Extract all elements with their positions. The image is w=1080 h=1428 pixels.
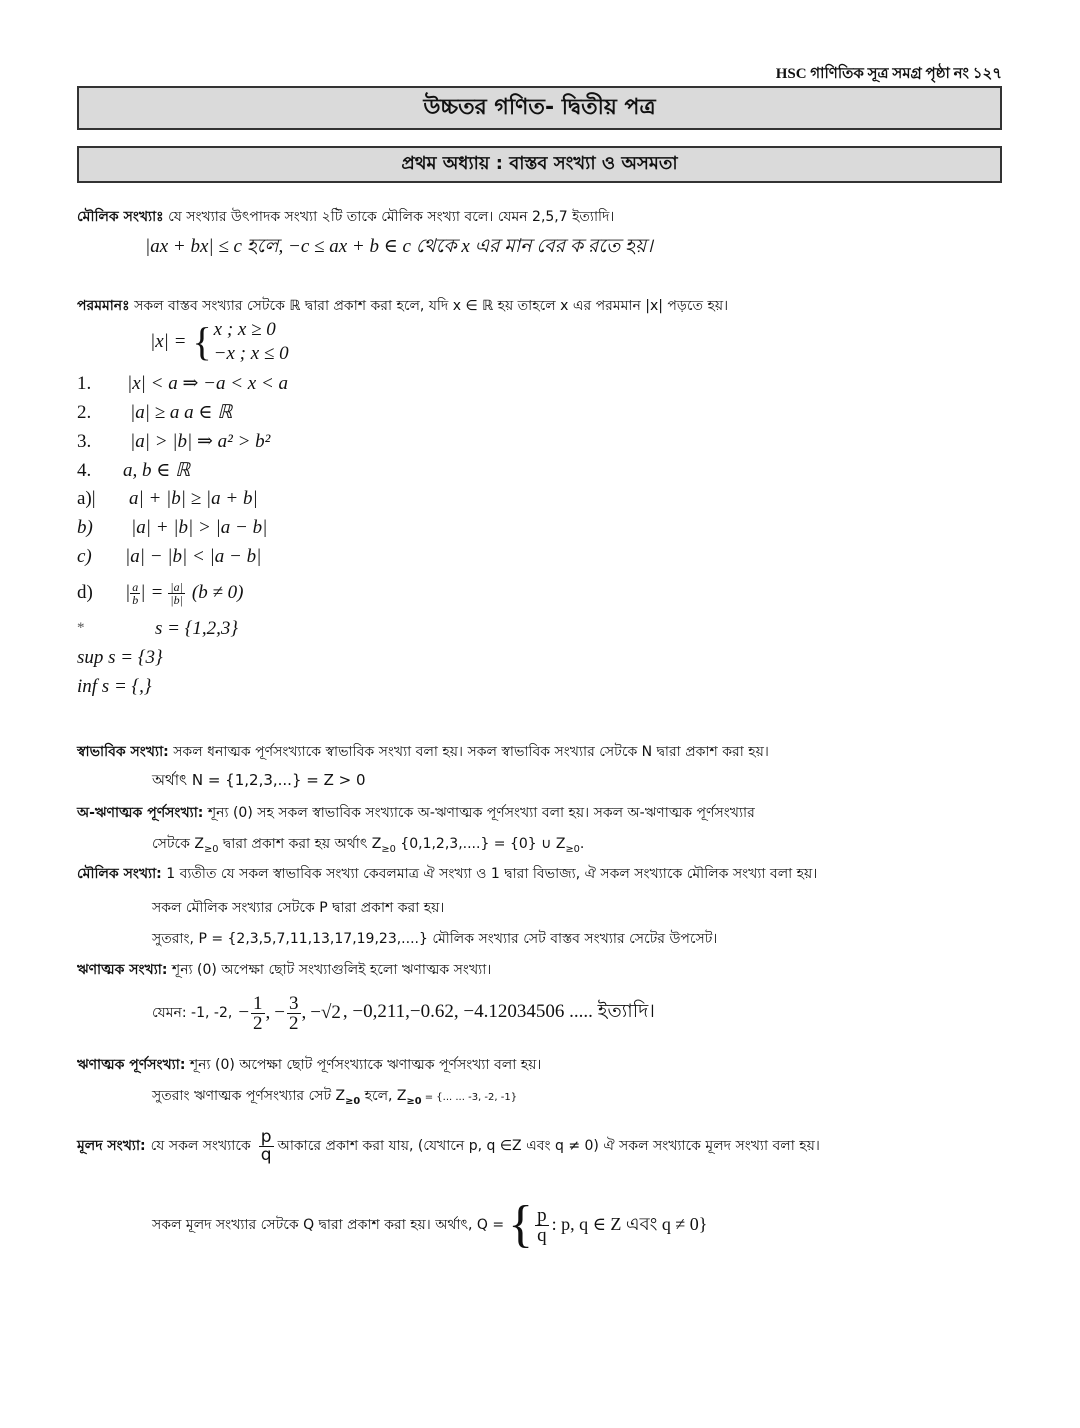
prime2-text: 1 ব্যতীত যে সকল স্বাভাবিক সংখ্যা কেবলমাত্র ঐ সংখ্যা ও 1 দ্বারা বিভাজ্য, ঐ সকল সংখ্যাকে মৌলিক সংখ্যা বলা হয়। <box>166 866 818 882</box>
property-expr: |a| − |b| < |a − b| <box>125 546 262 567</box>
natural-term: স্বাভাবিক সংখ্যা: <box>77 744 169 760</box>
examples-prefix: যেমন: -1, -2, <box>152 1005 233 1021</box>
negint-set <box>152 1084 517 1108</box>
property-expr: |a| > |b| ⇒ a² > b² <box>130 431 271 452</box>
absolute-text: সকল বাস্তব সংখ্যার সেটকে ℝ দ্বারা প্রকাশ করা হলে, যদি x ∈ ℝ হয় তাহলে x এর পরমমান |x| পড়তে হয়। <box>134 298 729 314</box>
prime2-definition <box>77 862 817 886</box>
piecewise-case-1: x ; x ≥ 0 <box>213 319 276 340</box>
prime2-term: মৌলিক সংখ্যা: <box>77 866 162 882</box>
property-label: 1. <box>77 373 92 394</box>
negint-text: শূন্য (0) অপেক্ষা ছোট পূর্ণসংখ্যাকে ঋণাত্মক পূর্ণসংখ্যা বলা হয়। <box>189 1057 542 1073</box>
negint-set-text: হলে, Z <box>360 1088 407 1104</box>
title-box <box>77 86 1002 130</box>
rational-set-text: সকল মূলদ সংখ্যার সেটকে Q দ্বারা প্রকাশ করা হয়। অর্থাৎ, Q = <box>152 1217 505 1233</box>
sqrt-two: −√2 <box>310 1002 341 1023</box>
natural-text: সকল ধনাত্মক পূর্ণসংখ্যাকে স্বাভাবিক সংখ্যা বলা হয়। সকল স্বাভাবিক সংখ্যার সেটকে N দ্বারা প্রকাশ করা হয়। <box>173 744 769 760</box>
chapter-box <box>77 146 1002 183</box>
prime-definition <box>77 205 614 229</box>
fraction-a-over-b <box>130 581 140 606</box>
inf-s: inf s = {,} <box>77 676 152 697</box>
chapter-title: প্রথম অধ্যায় : বাস্তব সংখ্যা ও অসমতা <box>401 153 678 174</box>
property-4 <box>77 459 190 482</box>
nonneg-term: অ-ঋণাত্মক পূর্ণসংখ্যা: <box>77 805 204 821</box>
property-2 <box>77 401 232 424</box>
brace-symbol: { <box>508 1196 534 1253</box>
page-title: উচ্চতর গণিত- দ্বিতীয় পত্র <box>423 94 656 120</box>
negint-definition <box>77 1053 541 1077</box>
set-s-expr: s = {1,2,3} <box>155 618 238 639</box>
natural-set: অর্থাৎ N = {1,2,3,...} = Z > 0 <box>152 771 366 789</box>
rational-term: মূলদ সংখ্যা: <box>77 1138 146 1154</box>
property-expr: a| + |b| ≥ |a + b| <box>129 488 258 509</box>
fraction-denominator: 2 <box>253 1012 263 1034</box>
fraction-numerator: 3 <box>289 992 299 1014</box>
fraction-numerator: |a| <box>170 579 183 594</box>
fraction-three-halves <box>287 994 301 1033</box>
subscript: ≥0 <box>204 843 219 855</box>
fraction-denominator: b <box>132 592 139 607</box>
rational-text-b: আকারে প্রকাশ করা যায়, (যেখানে p, q ∈Z এবং q ≠ 0) ঐ সকল সংখ্যাকে মূলদ সংখ্যা বলা হয়। <box>277 1138 820 1154</box>
property-label: 4. <box>77 460 92 481</box>
brace-symbol: { <box>192 319 212 364</box>
natural-definition <box>77 740 769 764</box>
rational-text-a: যে সকল সংখ্যাকে <box>150 1138 251 1154</box>
nonneg-set-text: {0,1,2,3,....} = {0} ∪ Z <box>395 836 566 852</box>
fraction-denominator: |b| <box>170 592 183 607</box>
rational-definition <box>77 1121 820 1171</box>
property-label: c) <box>77 546 92 567</box>
prime-term: মৌলিক সংখ্যাঃ <box>77 209 164 225</box>
property-expr: |a| + |b| > |a − b| <box>131 517 268 538</box>
piecewise-case-2: −x ; x ≤ 0 <box>213 343 289 364</box>
property-label: b) <box>77 517 93 538</box>
sup-s: sup s = {3} <box>77 647 163 668</box>
nonneg-set-text: . <box>579 836 585 852</box>
negative-text: শূন্য (0) অপেক্ষা ছোট সংখ্যাগুলিই হলো ঋণাত্মক সংখ্যা। <box>171 962 492 978</box>
fraction-denominator: q <box>260 1144 272 1165</box>
fraction-denominator: 2 <box>289 1012 299 1034</box>
fraction-abs-a-over-abs-b <box>168 581 185 606</box>
absolute-term: পরমমানঃ <box>77 298 130 314</box>
fraction-one-half <box>251 994 265 1033</box>
examples-rest: , −0,211,−0.62, −4.12034506 ..... ইত্যাদি। <box>342 1001 655 1022</box>
property-label: d) <box>77 582 93 603</box>
negative-term: ঋণাত্মক সংখ্যা: <box>77 962 168 978</box>
condition: (b ≠ 0) <box>191 582 244 603</box>
nonneg-set-text: দ্বারা প্রকাশ করা হয় অর্থাৎ Z <box>218 836 382 852</box>
fraction-denominator: q <box>537 1224 547 1246</box>
fraction-p-over-q <box>535 1206 549 1245</box>
fraction-numerator: 1 <box>253 992 263 1014</box>
negative-definition <box>77 958 491 982</box>
rational-set-condition: : p, q ∈ Z এবং q ≠ 0} <box>551 1213 708 1234</box>
fraction-numerator: p <box>260 1126 272 1147</box>
rational-set <box>152 1195 707 1255</box>
nonneg-text: শূন্য (0) সহ সকল স্বাভাবিক সংখ্যাকে অ-ঋণাত্মক পূর্ণসংখ্যা বলা হয়। সকল অ-ঋণাত্মক পূর্ণসংখ্যার <box>207 805 755 821</box>
absolute-piecewise <box>150 318 289 366</box>
piecewise-lhs: |x| = <box>150 331 187 352</box>
negative-examples: যেমন: -1, -2, − $\frac{1}{2}$ , − $\frac{3}{2}$ , −√2 , −0,211,−0.62, −4.12034506 ..... ইত্যাদি। <box>152 992 655 1034</box>
property-expr: |a| ≥ a a ∈ ℝ <box>130 402 233 423</box>
property-d: d) | $\frac{a}{b}$ | = $\frac{|a|}{|b|}$ (b ≠ 0) <box>77 579 244 607</box>
negint-term: ঋণাত্মক পূর্ণসংখ্যা: <box>77 1057 186 1073</box>
property-3 <box>77 430 270 453</box>
property-b <box>77 517 267 539</box>
property-expr: a, b ∈ ℝ <box>123 460 191 481</box>
set-s <box>155 618 238 640</box>
prime2-line2: সকল মৌলিক সংখ্যার সেটকে P দ্বারা প্রকাশ করা হয়। <box>152 900 445 916</box>
prime2-line3: সুতরাং, P = {2,3,5,7,11,13,17,19,23,....} মৌলিক সংখ্যার সেট বাস্তব সংখ্যার সেটের উপসেট। <box>152 931 718 947</box>
nonneg-set-text: সেটকে Z <box>152 836 205 852</box>
asterisk-marker: * <box>77 620 85 636</box>
fraction-numerator: p <box>537 1204 547 1226</box>
abs-inequality-formula: |ax + bx| ≤ c হলে, −c ≤ ax + b ∈ c থেকে x এর মান বের ক রতে হয়। <box>145 236 653 257</box>
property-expr: |x| < a ⇒ −a < x < a <box>127 373 289 394</box>
absolute-definition <box>77 294 728 318</box>
property-label: 2. <box>77 402 92 423</box>
nonneg-set <box>152 832 584 856</box>
fraction-numerator: a <box>132 579 139 594</box>
nonneg-definition <box>77 801 755 825</box>
prime-text: যে সংখ্যার উৎপাদক সংখ্যা ২টি তাকে মৌলিক সংখ্যা বলে। যেমন 2,5,7 ইত্যাদি। <box>168 209 615 225</box>
property-a <box>77 488 258 510</box>
fraction-p-over-q <box>259 1126 274 1165</box>
property-label: a)| <box>77 488 96 509</box>
property-c <box>77 546 261 568</box>
page-header-label: HSC গাণিতিক সূত্র সমগ্র পৃষ্ঠা নং ১২৭ <box>775 66 1002 82</box>
property-label: 3. <box>77 431 92 452</box>
subscript: ≥0 <box>345 1095 361 1107</box>
subscript: ≥0 <box>381 843 396 855</box>
negint-set-values: = {... ... -3, -2, -1} <box>421 1092 518 1103</box>
subscript: ≥0 <box>565 843 580 855</box>
property-1 <box>77 372 288 395</box>
negint-set-text: সুতরাং ঋণাত্মক পূর্ণসংখ্যার সেট Z <box>152 1088 346 1104</box>
subscript: ≥0 <box>406 1095 422 1107</box>
